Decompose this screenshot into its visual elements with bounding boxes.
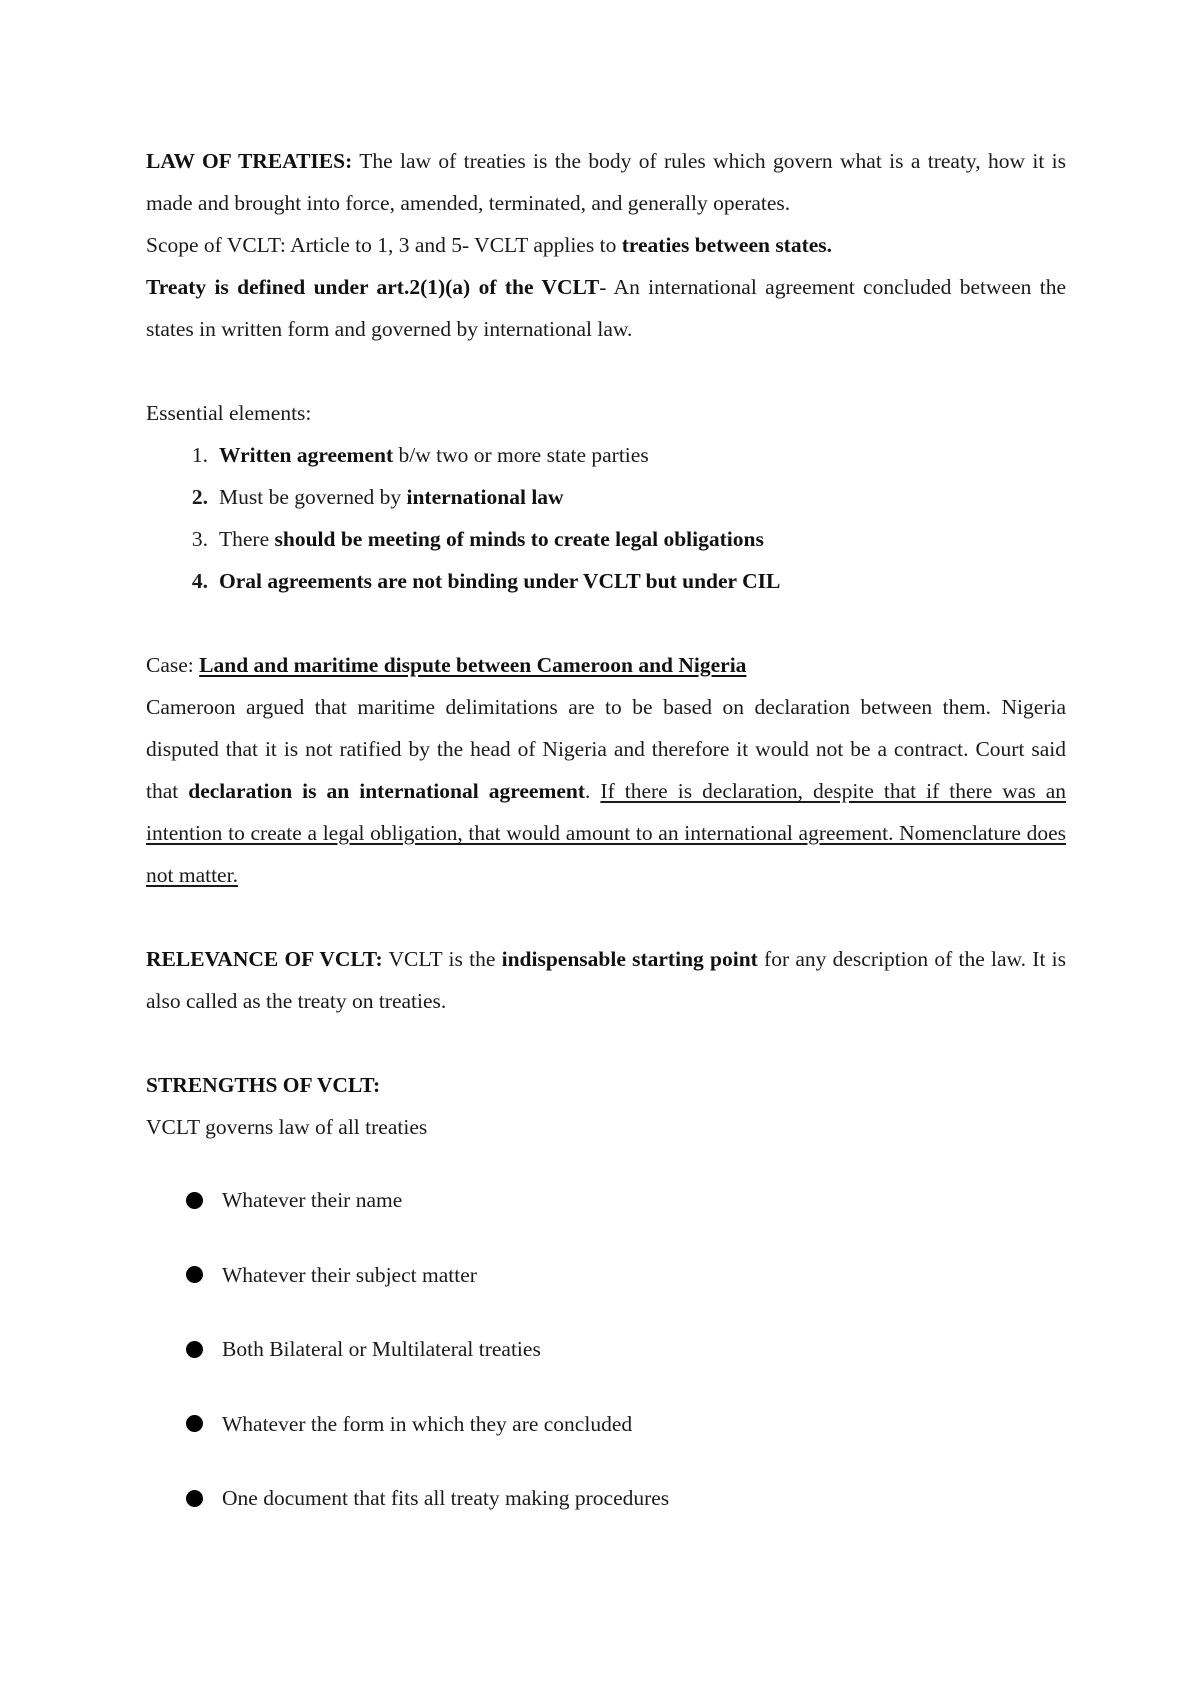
strengths-bullets [146, 1163, 1066, 1536]
relevance-paragraph: RELEVANCE OF VCLT: VCLT is the indispensable starting point for any description of the law. It is also called as the treaty on treaties. [146, 947, 1066, 1013]
bullet-text: One document that fits all treaty making procedures [222, 1486, 670, 1511]
bullet-icon [186, 1266, 203, 1283]
case-label: Case: [146, 653, 200, 677]
list-number: 4. [191, 569, 208, 593]
strengths-heading: STRENGTHS OF VCLT: [146, 1073, 381, 1097]
bullet-item [146, 1163, 1066, 1238]
case-title: Land and maritime dispute between Cameroon and Nigeria [199, 653, 747, 677]
list-number: 3. [191, 527, 208, 551]
list-item-bold: Written agreement [219, 443, 394, 467]
spacer [146, 602, 1066, 644]
document-page [146, 140, 1066, 1536]
case-body-underline: If there is declaration, despite that if there was an intention to create a legal obligation, that would amount to an international agreement. Nomenclature does not matter. [146, 779, 1067, 887]
case-heading [146, 644, 1066, 686]
definition-paragraph [146, 266, 1066, 350]
bullet-item [146, 1461, 1066, 1536]
list-item: 3. There should be meeting of minds to create legal obligations [146, 518, 1066, 560]
case-body-bold: declaration is an international agreement [188, 779, 586, 803]
bullet-item [146, 1238, 1066, 1313]
bullet-text: Both Bilateral or Multilateral treaties [222, 1337, 541, 1362]
bullet-item [146, 1387, 1066, 1462]
bullet-icon [186, 1192, 203, 1209]
intro-paragraph [146, 140, 1066, 224]
list-item [146, 560, 1066, 602]
list-item: 1. Written agreement b/w two or more state parties [146, 434, 1066, 476]
relevance-bold: indispensable starting point [501, 947, 758, 971]
scope-text: Scope of VCLT: Article to 1, 3 and 5- VCLT applies to [146, 233, 622, 257]
list-item-bold: international law [406, 485, 564, 509]
bullet-icon [186, 1341, 203, 1358]
relevance-heading: RELEVANCE OF VCLT: [146, 947, 383, 971]
list-item: 2. Must be governed by international law [146, 476, 1066, 518]
spacer [146, 1022, 1066, 1064]
intro-text: The law of treaties is the body of rules which govern what is a treaty, how it is made and brought into force, amended, terminated, and generally operates. [146, 149, 1066, 215]
bullet-text: Whatever their name [222, 1188, 403, 1213]
definition-text: - An international agreement concluded between the states in written form and governed by international law. [146, 275, 1066, 341]
case-body: Cameroon argued that maritime delimitations are to be based on declaration between them. Nigeria disputed that it is not ratified by the head of Nigeria and therefore it would not be a contract. Court said that declaration is an international agreement. If there is declaration, despite that if there was an intention to create a legal obligation, that would amount to an international agreement. Nomenclature does not matter. [146, 695, 1067, 887]
spacer [146, 350, 1066, 392]
scope-paragraph [146, 224, 1066, 266]
essential-title: Essential elements: [146, 401, 312, 425]
scope-bold: treaties between states. [621, 233, 833, 257]
list-item-bold: should be meeting of minds to create legal obligations [274, 527, 764, 551]
bullet-icon [186, 1490, 203, 1507]
essential-list [146, 434, 1066, 602]
definition-bold: Treaty is defined under art.2(1)(a) of the VCLT [146, 275, 600, 299]
intro-heading: LAW OF TREATIES: [146, 149, 353, 173]
strengths-intro: VCLT governs law of all treaties [146, 1115, 428, 1139]
bullet-text: Whatever their subject matter [222, 1262, 477, 1287]
bullet-text: Whatever the form in which they are concluded [222, 1411, 633, 1436]
bullet-item [146, 1312, 1066, 1387]
bullet-icon [186, 1415, 203, 1432]
list-number: 2. [191, 485, 208, 509]
list-item-bold: Oral agreements are not binding under VCLT but under CIL [219, 569, 781, 593]
list-number: 1. [191, 443, 208, 467]
spacer [146, 896, 1066, 938]
